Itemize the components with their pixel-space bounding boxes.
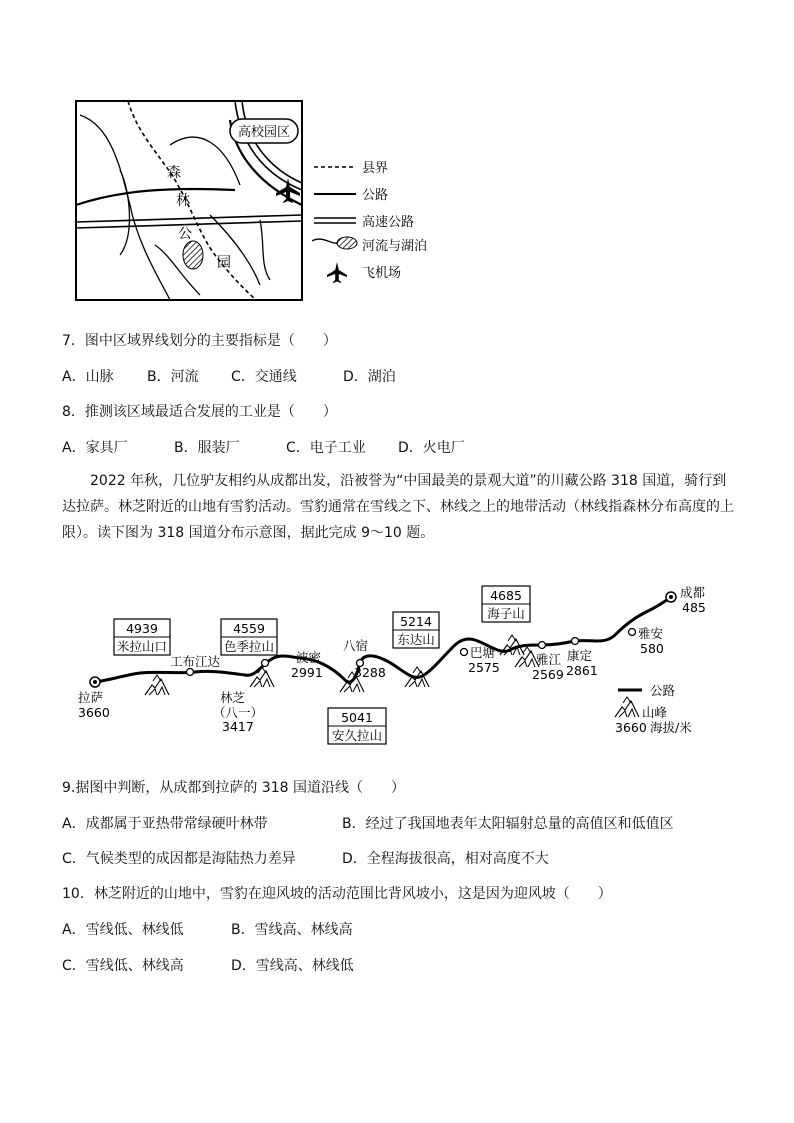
forest-label-2: 林 (176, 193, 190, 209)
q9-option-b[interactable]: B．经过了我国地表年太阳辐射总量的高值区和低值区 (342, 816, 674, 832)
route-legend-road: 公路 (650, 683, 676, 698)
city-linzhi-elev: 3417 (222, 719, 254, 734)
passage-line-2: 达拉萨。林芝附近的山地有雪豹活动。雪豹通常在雪线之下、林线之上的地带活动（林线指森林分布高度的上 (62, 499, 734, 515)
pass-haizishan-elev: 4685 (490, 588, 522, 603)
q8-option-c[interactable]: C．电子工业 (286, 440, 366, 456)
pass-milashankou-name: 米拉山口 (116, 639, 168, 654)
q10-stem: 10．林芝附近的山地中，雪豹在迎风坡的活动范围比背风坡小，这是因为迎风坡（ ） (62, 886, 612, 902)
city-kangding: 康定 (567, 648, 593, 663)
city-linzhi: 林芝 (220, 690, 246, 705)
pass-anjiulashan (328, 708, 386, 744)
city-gongbujiangda: 工布江达 (170, 654, 221, 669)
pass-haizishan-name: 海子山 (487, 606, 525, 621)
city-yaan-elev: 580 (640, 641, 664, 656)
pass-dongdashan-elev: 5214 (400, 614, 432, 629)
city-bomi-elev: 2991 (291, 665, 323, 680)
park-label-2: 园 (217, 255, 231, 271)
q8-stem: 8．推测该区域最适合发展的工业是（ ） (62, 404, 337, 420)
river (80, 115, 170, 300)
q10-option-c[interactable]: C．雪线低、林线高 (62, 958, 184, 974)
forest-label-1: 森 (167, 165, 181, 181)
q9-option-a[interactable]: A．成都属于亚热带常绿硬叶林带 (62, 816, 268, 832)
q10-option-a[interactable]: A．雪线低、林线低 (62, 922, 184, 938)
q8-option-a[interactable]: A．家具厂 (62, 440, 128, 456)
q8-option-b[interactable]: B．服装厂 (174, 440, 240, 456)
city-basu-elev: 3288 (354, 665, 386, 680)
road (76, 189, 235, 205)
pass-milashankou (114, 619, 170, 655)
pass-milashankou-elev: 4939 (126, 621, 158, 636)
city-yaan: 雅安 (638, 626, 664, 641)
passage (62, 468, 734, 546)
lake (183, 241, 203, 269)
route-legend-peak: 山峰 (642, 705, 668, 720)
pass-dongdashan (393, 612, 439, 648)
pass-sejilashan-elev: 4559 (233, 621, 265, 636)
legend-airplane-icon (327, 262, 347, 283)
route-318-diagram (70, 575, 730, 755)
q7-option-a[interactable]: A．山脉 (62, 369, 114, 385)
passage-line-3: 限）。读下图为 318 国道分布示意图，据此完成 9～10 题。 (62, 525, 435, 541)
city-bomi: 波密 (296, 650, 322, 665)
q7-option-d[interactable]: D．湖泊 (343, 369, 396, 385)
city-yajiang-elev: 2569 (532, 667, 564, 682)
pass-sejilashan (221, 619, 277, 655)
q9-stem: 9.据图中判断，从成都到拉萨的 318 国道沿线（ ） (62, 780, 405, 796)
pass-anjiulashan-name: 安久拉山 (331, 728, 383, 743)
city-batang: 巴塘 (470, 645, 496, 660)
q10-option-b[interactable]: B．雪线高、林线高 (231, 922, 353, 938)
city-chengdu-elev: 485 (682, 600, 706, 615)
route-legend-sample-elev: 3660 (615, 720, 647, 735)
airport-icon (276, 178, 300, 203)
city-kangding-elev: 2861 (566, 663, 598, 678)
park-label-1: 公 (178, 226, 192, 242)
q9-option-d[interactable]: D．全程海拔很高，相对高度不大 (342, 851, 549, 867)
region-map (60, 95, 430, 310)
legend-road: 公路 (362, 188, 389, 203)
q7-option-c[interactable]: C．交通线 (231, 369, 297, 385)
city-lasa: 拉萨 (78, 690, 104, 705)
q9-option-c[interactable]: C．气候类型的成因都是海陆热力差异 (62, 851, 296, 867)
city-chengdu: 成都 (680, 585, 706, 600)
expressway (76, 215, 302, 222)
city-lasa-elev: 3660 (78, 705, 110, 720)
city-basu: 八宿 (343, 638, 369, 653)
legend-expressway: 高速公路 (362, 215, 415, 230)
pass-sejilashan-name: 色季拉山 (223, 639, 275, 654)
city-batang-elev: 2575 (468, 660, 500, 675)
pass-anjiulashan-elev: 5041 (341, 710, 373, 725)
pass-dongdashan-name: 东达山 (397, 632, 435, 647)
route-legend-unit: 海拔/米 (650, 720, 692, 735)
city-linzhi-alias: （八一） (213, 705, 264, 720)
q7-stem: 7．图中区域界线划分的主要指标是（ ） (62, 333, 337, 349)
passage-line-1: 2022 年秋，几位驴友相约从成都出发，沿被誉为“中国最美的景观大道”的川藏公路 318 国道，骑行到 (90, 473, 727, 489)
legend-county: 县界 (362, 161, 389, 176)
q8-option-d[interactable]: D．火电厂 (398, 440, 465, 456)
legend-river-lake: 河流与湖泊 (362, 239, 428, 254)
campus-label: 高校园区 (237, 125, 291, 140)
q7-option-b[interactable]: B．河流 (147, 369, 199, 385)
legend-airport: 飞机场 (362, 266, 402, 281)
pass-haizishan (482, 586, 530, 622)
city-yajiang: 雅江 (536, 652, 562, 667)
q10-option-d[interactable]: D．雪线高、林线低 (231, 958, 354, 974)
